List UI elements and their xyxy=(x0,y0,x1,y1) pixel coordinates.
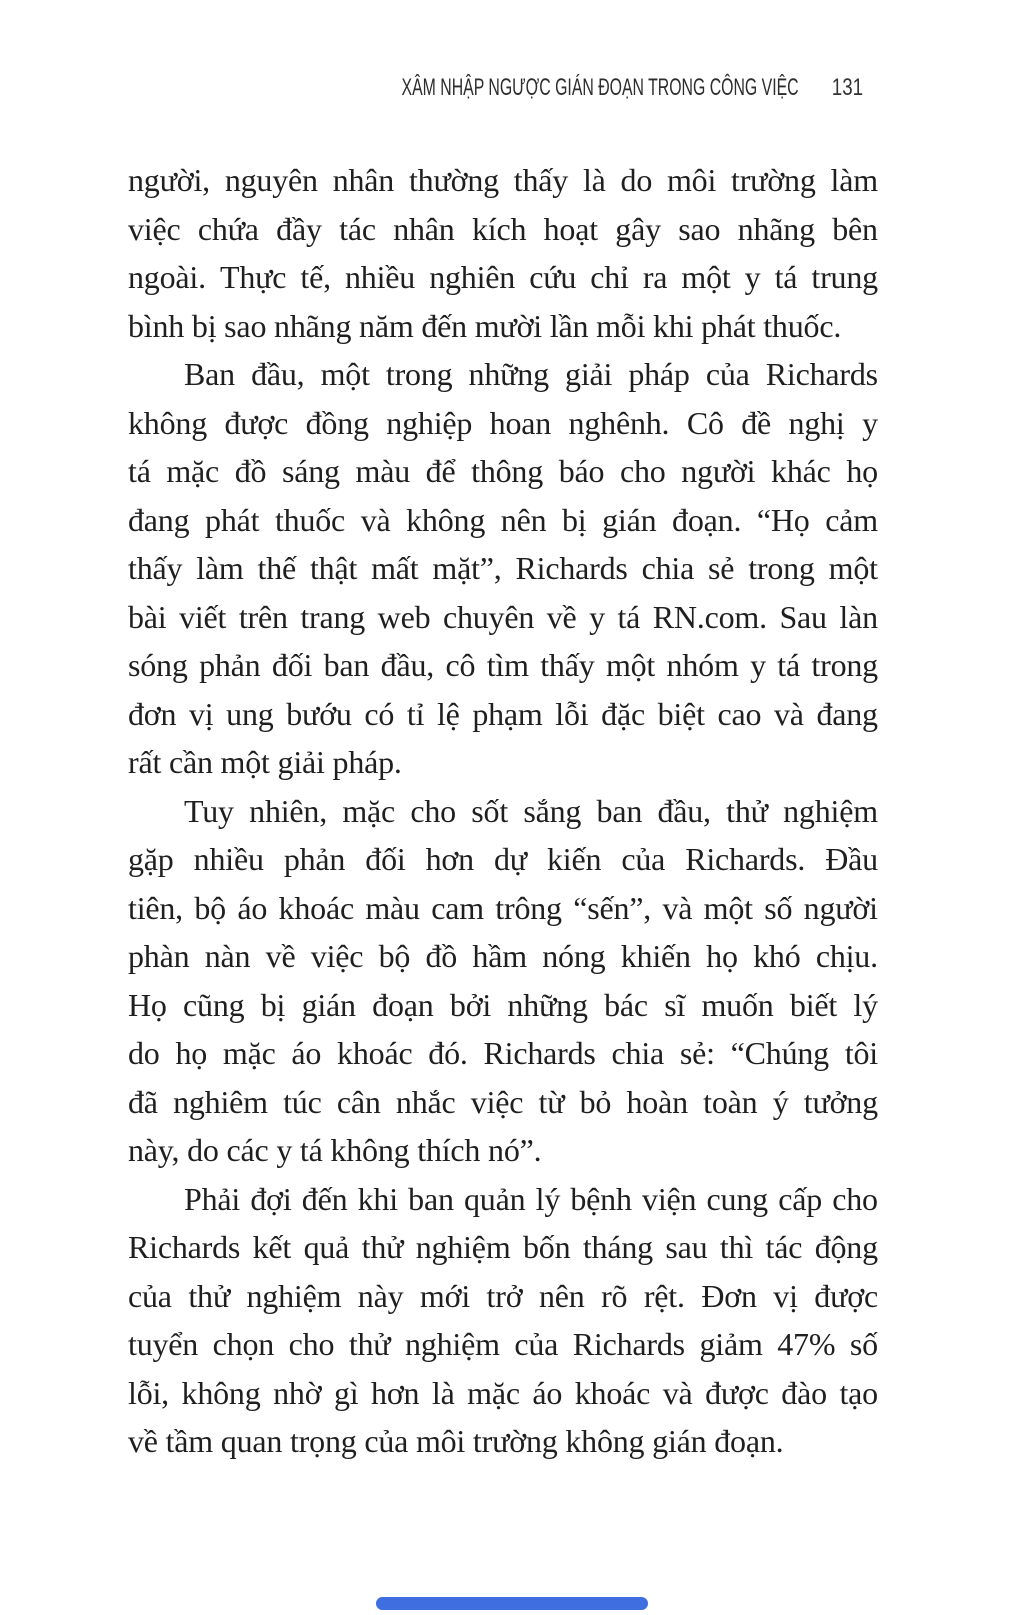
word: chia xyxy=(641,550,695,586)
word: cứu xyxy=(529,259,577,295)
word: đoạn. xyxy=(672,501,742,538)
word: tá xyxy=(617,598,641,635)
word: ra xyxy=(642,259,668,295)
word: mặc xyxy=(342,792,396,829)
word: thấy xyxy=(128,550,183,586)
word: áo xyxy=(237,889,268,926)
word: muốn xyxy=(701,986,774,1023)
word: thật xyxy=(309,550,358,586)
word: nghiệp xyxy=(386,404,473,441)
word: cô xyxy=(445,647,476,683)
word: việc xyxy=(470,1083,524,1120)
word: đồ xyxy=(234,453,267,489)
word: cao xyxy=(717,695,762,732)
word: khi xyxy=(357,1180,398,1217)
word: chọn xyxy=(212,1326,275,1362)
word: túc xyxy=(283,1083,322,1120)
word: y xyxy=(862,404,878,441)
word: bệnh xyxy=(570,1180,632,1217)
text-line xyxy=(128,1223,878,1272)
word: cam xyxy=(431,889,484,926)
word: đào xyxy=(781,1374,827,1411)
word: viện xyxy=(642,1180,697,1217)
word: họ xyxy=(846,453,878,489)
word: thế xyxy=(257,550,297,586)
word: thường xyxy=(408,162,499,198)
word: không xyxy=(181,1374,261,1411)
paragraph xyxy=(128,156,878,350)
word: những xyxy=(468,356,549,392)
word: biệt xyxy=(657,695,705,732)
text-line xyxy=(128,496,878,545)
word: thuốc xyxy=(274,501,346,538)
word: khoác xyxy=(278,889,354,926)
word: màu xyxy=(355,453,410,489)
word: Richards xyxy=(128,1229,241,1265)
word: người, xyxy=(128,162,210,198)
word: chuyên xyxy=(442,598,535,635)
word: lý xyxy=(535,1180,561,1217)
word: khoác xyxy=(574,1374,651,1411)
word: tuyển xyxy=(128,1326,199,1362)
body-text xyxy=(128,156,878,1466)
text-line xyxy=(128,544,878,593)
word: cung xyxy=(706,1180,768,1217)
word: đối xyxy=(271,647,313,683)
word: trong xyxy=(748,550,815,586)
word: Cô xyxy=(686,404,724,441)
word: việc xyxy=(310,938,364,974)
word: một xyxy=(703,889,753,926)
word: bỏ xyxy=(579,1083,612,1120)
word: đầu, xyxy=(380,647,435,683)
word: Đơn xyxy=(701,1277,757,1314)
word: do xyxy=(128,1035,160,1071)
word: cấp xyxy=(778,1180,822,1217)
word: ngoài. xyxy=(128,259,206,295)
word: rệt. xyxy=(643,1277,685,1314)
word: áo xyxy=(532,1374,563,1411)
word: ý xyxy=(772,1083,789,1120)
word: họ xyxy=(706,938,738,974)
text-line xyxy=(128,787,878,836)
word: và xyxy=(360,501,391,538)
word: báo xyxy=(558,453,605,489)
word: một xyxy=(681,259,731,295)
text-line xyxy=(128,593,878,642)
paragraph xyxy=(128,787,878,1175)
word: Richards. xyxy=(685,841,806,877)
word: Tuy xyxy=(184,792,234,829)
word: tá xyxy=(128,453,151,489)
word: thấy xyxy=(540,647,595,683)
word: nhân xyxy=(393,210,455,247)
word: nhắc xyxy=(395,1083,456,1120)
word: bộ xyxy=(378,938,411,974)
word: biết xyxy=(789,986,838,1023)
word: đầu, xyxy=(251,356,305,392)
word: không xyxy=(128,404,208,441)
word: ung xyxy=(226,695,274,732)
word: lệ xyxy=(436,695,460,732)
word: là xyxy=(582,162,606,198)
word: ban xyxy=(408,1180,454,1217)
word: hoạt xyxy=(543,210,598,247)
word: làm xyxy=(830,162,878,198)
word: sẻ: xyxy=(679,1035,715,1071)
text-line xyxy=(128,447,878,496)
text-line xyxy=(128,1078,878,1127)
word: phát xyxy=(205,501,260,538)
word: được xyxy=(224,404,289,441)
word: sau xyxy=(665,1229,708,1265)
word: và xyxy=(662,889,693,926)
text-line xyxy=(128,350,878,399)
word: người xyxy=(803,889,878,926)
word: một xyxy=(320,356,370,392)
word: chịu. xyxy=(815,938,878,974)
word: tôi xyxy=(844,1035,878,1071)
word: bởi xyxy=(449,986,492,1023)
word: viết xyxy=(179,598,227,635)
text-line xyxy=(128,1175,878,1224)
word: tế, xyxy=(300,259,331,295)
word: 47% xyxy=(777,1326,836,1362)
word: họ xyxy=(175,1035,208,1071)
word: được xyxy=(814,1277,878,1314)
word: Richards xyxy=(572,1326,685,1362)
word: vị xyxy=(189,695,214,732)
word: của xyxy=(705,356,750,392)
word: phản xyxy=(199,647,261,683)
word: gặp xyxy=(128,841,174,877)
word: mới xyxy=(419,1277,471,1314)
word: thông xyxy=(471,453,544,489)
word: đơn xyxy=(128,695,177,732)
word: được xyxy=(705,1374,769,1411)
word: của xyxy=(514,1326,559,1362)
word: hoàn xyxy=(626,1083,688,1120)
word: y xyxy=(589,598,605,635)
word: thử xyxy=(361,1229,404,1265)
text-line xyxy=(128,932,878,981)
word: nên xyxy=(500,501,547,538)
word: mặc xyxy=(166,453,220,489)
word: nhiên, xyxy=(249,792,328,829)
word: lý xyxy=(853,986,878,1023)
word: đã xyxy=(128,1083,158,1120)
word: và xyxy=(662,1374,693,1411)
word: của xyxy=(128,1277,172,1314)
word: là xyxy=(431,1374,455,1411)
word: sẻ xyxy=(708,550,735,586)
running-header-title: XÂM NHẬP NGƯỢC GIÁN ĐOẠN TRONG CÔNG VIỆC xyxy=(401,74,799,101)
word: sao xyxy=(678,210,721,247)
word: phàn xyxy=(128,938,190,974)
word: một xyxy=(828,550,878,586)
word: sĩ xyxy=(664,986,686,1023)
word: quả xyxy=(303,1229,350,1265)
word: giảm xyxy=(699,1326,763,1362)
word: đến xyxy=(301,1180,348,1217)
word: này xyxy=(357,1277,404,1314)
word: cân xyxy=(336,1083,381,1120)
word: cho xyxy=(410,792,456,829)
text-line xyxy=(128,884,878,933)
word: bộ xyxy=(194,889,226,926)
word: không xyxy=(406,501,486,538)
word: y xyxy=(750,647,766,683)
word: Sau xyxy=(779,598,827,635)
word: nên xyxy=(538,1277,585,1314)
word: đặc xyxy=(601,695,645,732)
word: màu xyxy=(365,889,420,926)
text-line xyxy=(128,1320,878,1369)
word: bên xyxy=(832,210,878,247)
word: tiên, xyxy=(128,889,183,926)
word: số xyxy=(849,1326,878,1362)
word: chứa xyxy=(197,210,259,247)
word: sóng xyxy=(128,647,188,683)
word: nhiều xyxy=(193,841,264,877)
word: phạm xyxy=(472,695,543,732)
word: kết xyxy=(252,1229,292,1265)
word: nghênh. xyxy=(568,404,670,441)
word: đồng xyxy=(305,404,369,441)
page-number: 131 xyxy=(831,74,863,101)
word: chia xyxy=(611,1035,665,1071)
word: những xyxy=(507,986,588,1023)
word: chỉ xyxy=(590,259,629,295)
word: việc xyxy=(128,210,181,247)
text-line xyxy=(128,981,878,1030)
word: làm xyxy=(196,550,244,586)
word: nghiêm xyxy=(173,1083,268,1120)
word: nguyên xyxy=(224,162,318,198)
word: do xyxy=(620,162,653,198)
word: mặt”, xyxy=(432,550,502,586)
text-line xyxy=(128,1272,878,1321)
word: “Họ xyxy=(756,501,810,538)
word: khiến xyxy=(620,938,691,974)
paragraph xyxy=(128,350,878,787)
word: thì xyxy=(719,1229,754,1265)
word: nhiều xyxy=(344,259,416,295)
word: Ban xyxy=(184,356,235,392)
word: trong xyxy=(385,356,453,392)
word: “sến”, xyxy=(573,889,652,926)
word: quản xyxy=(464,1180,526,1217)
word: hơn xyxy=(371,1374,420,1411)
word: trung xyxy=(811,259,878,295)
word: động xyxy=(814,1229,878,1265)
text-line xyxy=(128,156,878,205)
word: nhãng xyxy=(737,210,815,247)
word: cho xyxy=(832,1180,878,1217)
word: áo xyxy=(291,1035,322,1071)
word: đồ xyxy=(425,938,458,974)
word: bị xyxy=(260,986,286,1023)
word: nhân xyxy=(332,162,395,198)
word: có xyxy=(364,695,395,732)
word: tác xyxy=(765,1229,803,1265)
text-line: về tầm quan trọng của môi trường không gián đoạn. xyxy=(128,1423,784,1459)
word: mặc xyxy=(222,1035,276,1071)
word: người xyxy=(681,453,756,489)
word: Phải xyxy=(184,1180,241,1217)
word: đợi xyxy=(250,1180,292,1217)
word: nghị xyxy=(788,404,845,441)
word: trở xyxy=(486,1277,523,1314)
word: nhóm xyxy=(666,647,739,683)
word: ban xyxy=(596,792,643,829)
word: gián xyxy=(301,986,356,1023)
word: trường xyxy=(731,162,816,198)
word: tìm xyxy=(486,647,529,683)
word: Richards xyxy=(515,550,628,586)
word: giải xyxy=(565,356,613,392)
word: đề xyxy=(741,404,772,441)
word: tỉ xyxy=(406,695,425,732)
word: dự xyxy=(493,841,527,877)
word: gây xyxy=(615,210,661,247)
word: rõ xyxy=(601,1277,628,1314)
running-header xyxy=(197,74,863,102)
word: sắng xyxy=(523,792,582,829)
word: để xyxy=(425,453,456,489)
word: số xyxy=(764,889,793,926)
word: trông xyxy=(495,889,562,926)
word: mặc xyxy=(467,1374,520,1411)
word: nghiên xyxy=(429,259,516,295)
word: cảm xyxy=(825,501,878,538)
word: môi xyxy=(666,162,717,198)
word: trang xyxy=(300,598,366,635)
word: về xyxy=(546,598,577,635)
word: nghiệm xyxy=(405,1326,500,1362)
word: Richards xyxy=(483,1035,596,1071)
text-line xyxy=(128,399,878,448)
word: Richards xyxy=(765,356,878,392)
word: Họ xyxy=(128,986,167,1023)
word: nghiệm xyxy=(415,1229,511,1265)
word: trong xyxy=(811,647,878,683)
word: lỗi xyxy=(555,695,589,732)
word: nghiệm xyxy=(783,792,878,829)
word: đang xyxy=(816,695,878,732)
word: hoan xyxy=(489,404,552,441)
word: trên xyxy=(238,598,288,635)
text-line xyxy=(128,690,878,739)
word: tạo xyxy=(839,1374,878,1411)
word: đối xyxy=(365,841,406,877)
word: Thực xyxy=(220,259,287,295)
word: “Chúng xyxy=(730,1035,829,1071)
word: đầu, xyxy=(657,792,711,829)
word: phản xyxy=(283,841,346,877)
word: và xyxy=(773,695,804,732)
word: tưởng xyxy=(803,1083,878,1120)
word: tác xyxy=(339,210,376,247)
word: ban xyxy=(323,647,370,683)
home-indicator-bar[interactable] xyxy=(376,1597,648,1610)
word: khoác xyxy=(337,1035,413,1071)
word: tá xyxy=(777,647,800,683)
word: một xyxy=(605,647,656,683)
word: làn xyxy=(839,598,878,635)
word: bướu xyxy=(286,695,352,732)
text-line: này, do các y tá không thích nó”. xyxy=(128,1132,542,1168)
text-line: rất cần một giải pháp. xyxy=(128,744,402,780)
word: đầy xyxy=(276,210,322,247)
text-line: bình bị sao nhãng năm đến mười lần mỗi khi phát thuốc. xyxy=(128,307,842,344)
word: thử xyxy=(188,1277,230,1314)
word: từ xyxy=(538,1083,565,1120)
text-line xyxy=(128,641,878,690)
word: sốt xyxy=(471,792,509,829)
word: vị xyxy=(773,1277,798,1314)
word: đoạn xyxy=(372,986,434,1023)
word: khó xyxy=(753,938,801,974)
text-line xyxy=(128,1369,878,1418)
word: sáng xyxy=(281,453,340,489)
word: web xyxy=(377,598,431,635)
word: bị xyxy=(562,501,587,538)
text-line xyxy=(128,1029,878,1078)
word: đó. xyxy=(428,1035,468,1071)
word: RN.com. xyxy=(652,598,767,635)
word: về xyxy=(265,938,296,974)
word: thử xyxy=(726,792,768,829)
word: nghiệm xyxy=(246,1277,342,1314)
text-line xyxy=(128,835,878,884)
word: pháp xyxy=(628,356,690,392)
paragraph xyxy=(128,1175,878,1466)
word: cho xyxy=(619,453,666,489)
word: Đầu xyxy=(825,841,878,877)
word: khác xyxy=(771,453,831,489)
text-line xyxy=(128,205,878,254)
word: thấy xyxy=(513,162,569,198)
word: nhờ xyxy=(273,1374,322,1411)
word: bốn xyxy=(522,1229,571,1265)
word: mất xyxy=(371,550,419,586)
word: thử xyxy=(348,1326,391,1362)
word: hơn xyxy=(425,841,474,877)
text-line xyxy=(128,253,878,302)
word: tá xyxy=(774,259,798,295)
word: đang xyxy=(128,501,190,538)
word: gián xyxy=(602,501,657,538)
word: cho xyxy=(288,1326,335,1362)
word: của xyxy=(621,841,666,877)
word: kiến xyxy=(546,841,602,877)
word: kích xyxy=(471,210,527,247)
word: nóng xyxy=(542,938,606,974)
word: nàn xyxy=(204,938,251,974)
word: lỗi, xyxy=(128,1374,169,1411)
word: y xyxy=(744,259,761,295)
word: cũng xyxy=(183,986,245,1023)
word: toàn xyxy=(703,1083,758,1120)
word: bài xyxy=(128,598,167,635)
word: bác xyxy=(604,986,648,1023)
word: hầm xyxy=(472,938,527,974)
word: gì xyxy=(333,1374,359,1411)
word: tháng xyxy=(582,1229,653,1265)
